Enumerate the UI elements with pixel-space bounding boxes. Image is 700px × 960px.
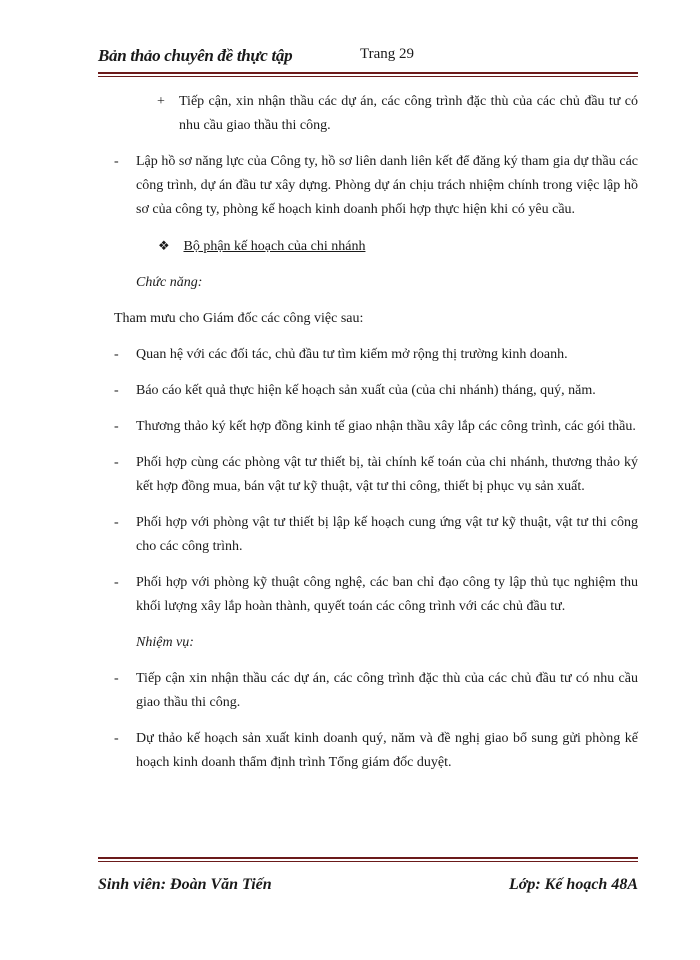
list-item-text: Báo cáo kết quả thực hiện kế hoạch sản xuất của (của chi nhánh) tháng, quý, năm.: [136, 383, 596, 398]
list-item: [114, 511, 638, 559]
list-item: [114, 451, 638, 499]
list-item-text: Phối hợp với phòng vật tư thiết bị lập kế hoạch cung ứng vật tư kỹ thuật, vật tư thi công cho các công trình.: [136, 515, 638, 554]
dash-bullet-icon: -: [114, 419, 119, 434]
page-header: [98, 40, 638, 74]
list-item: [114, 415, 638, 439]
dash-bullet-icon: -: [114, 575, 119, 590]
list-item: [114, 727, 638, 775]
diamond-bullet-icon: ❖: [158, 238, 170, 253]
list-item-text: Lập hồ sơ năng lực của Công ty, hồ sơ liên danh liên kết để đăng ký tham gia dự thầu các công trình, dự án đầu tư xây dựng. Phòng dự án chịu trách nhiệm chính trong việc lập hồ sơ của công ty, phòng kế hoạch kinh doanh phối hợp thực hiện khi có yêu cầu.: [136, 154, 638, 217]
dash-bullet-icon: -: [114, 515, 119, 530]
list-item: [114, 343, 638, 367]
footer-rule: [98, 857, 638, 859]
list-item-text: Tiếp cận, xin nhận thầu các dự án, các công trình đặc thù của các chủ đầu tư có nhu cầu giao thầu thi công.: [179, 94, 638, 133]
list-item-text: Tiếp cận xin nhận thầu các dự án, các công trình đặc thù của các chủ đầu tư có nhu cầu giao thầu thi công.: [136, 671, 638, 710]
dash-bullet-icon: -: [114, 731, 119, 746]
plus-bullet-icon: +: [157, 94, 165, 109]
list-item-text: Phối hợp với phòng kỹ thuật công nghệ, các ban chỉ đạo công ty lập thủ tục nghiệm thu khối lượng xây lắp hoàn thành, quyết toán các công trình với các chủ đầu tư.: [136, 575, 638, 614]
page-content: [114, 90, 638, 787]
page-number: Trang 29: [360, 46, 415, 62]
list-item: [114, 667, 638, 715]
list-item-text: Phối hợp cùng các phòng vật tư thiết bị, tài chính kế toán của chi nhánh, thương thảo ký kết hợp đồng mua, bán vật tư kỹ thuật, vật tư thi công, thiết bị phục vụ sản xuất.: [136, 455, 638, 494]
section-heading: [114, 234, 638, 259]
list-item-text: Quan hệ với các đối tác, chủ đầu tư tìm kiếm mở rộng thị trường kinh doanh.: [136, 347, 568, 362]
duty-label: Nhiệm vụ:: [136, 635, 194, 650]
list-item-text: Dự thảo kế hoạch sản xuất kinh doanh quý, năm và đề nghị giao bổ sung gửi phòng kế hoạch kinh doanh thẩm định trình Tổng giám đốc duyệt.: [136, 731, 638, 770]
footer-class: Lớp: Kế hoạch 48A: [508, 876, 638, 893]
function-intro: Tham mưu cho Giám đốc các công việc sau:: [114, 311, 364, 326]
header-title: Bản thảo chuyên đề thực tập: [98, 46, 293, 65]
page-footer: [98, 876, 638, 906]
list-item: [114, 90, 638, 138]
list-item-text: Thương thảo ký kết hợp đồng kinh tế giao nhận thầu xây lắp các công trình, các gói thầu.: [136, 419, 636, 434]
dash-bullet-icon: -: [114, 154, 119, 169]
list-item: [114, 379, 638, 403]
dash-bullet-icon: -: [114, 671, 119, 686]
list-item: [114, 571, 638, 619]
footer-student: Sinh viên: Đoàn Văn Tiến: [98, 876, 272, 893]
function-label: Chức năng:: [136, 275, 203, 290]
header-rule: [98, 72, 638, 74]
dash-bullet-icon: -: [114, 383, 119, 398]
list-item: [114, 150, 638, 222]
dash-bullet-icon: -: [114, 455, 119, 470]
dash-bullet-icon: -: [114, 347, 119, 362]
section-heading-text: Bộ phận kế hoạch của chi nhánh: [183, 239, 366, 254]
